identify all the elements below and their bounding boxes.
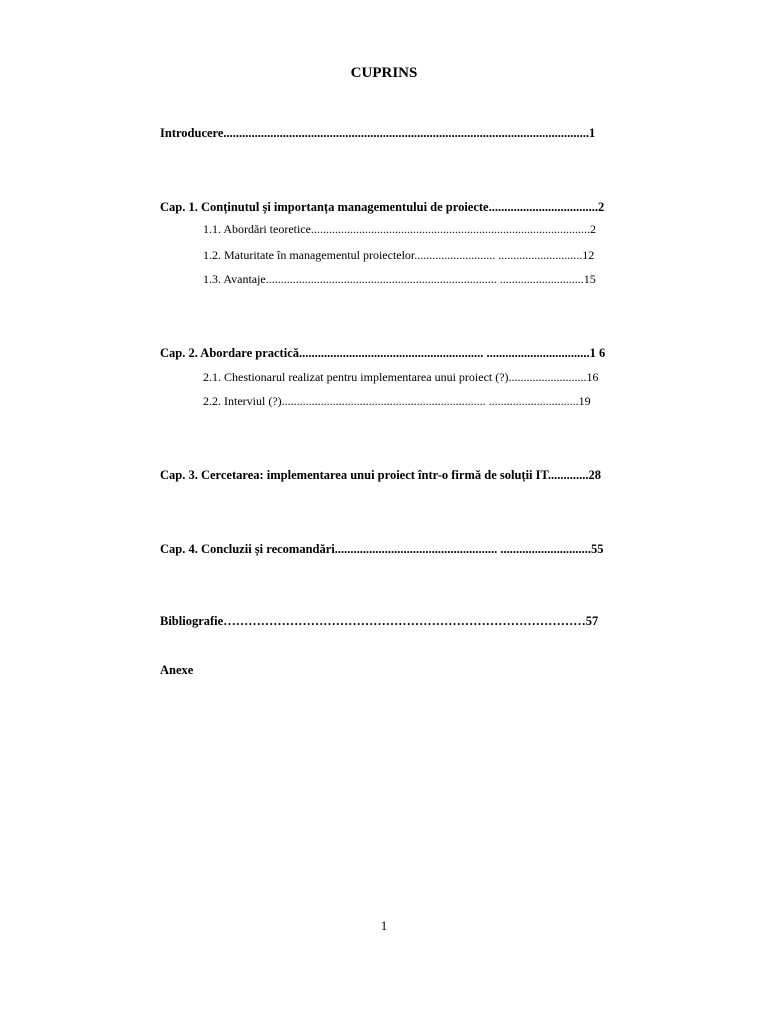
toc-entry-2-1: 2.1. Chestionarul realizat pentru implementarea unui proiect (?)..........................16 xyxy=(203,370,599,384)
toc-entry-introducere: Introducere.....................................................................................................................1 xyxy=(160,126,596,140)
toc-entry-cap4: Cap. 4. Concluzii și recomandări.................................................... .............................55 xyxy=(160,542,604,556)
toc-entry-1-3: 1.3. Avantaje............................................................................. ............................15 xyxy=(203,272,596,286)
toc-entry-1-1: 1.1. Abordări teoretice.............................................................................................2 xyxy=(203,222,596,236)
toc-entry-cap2: Cap. 2. Abordare practică........................................................... .................................1 6 xyxy=(160,346,606,360)
toc-entry-anexe: Anexe xyxy=(160,663,194,677)
page-number: 1 xyxy=(380,918,388,933)
toc-entry-2-2: 2.2. Interviul (?).................................................................... ..............................19 xyxy=(203,394,591,408)
toc-entry-1-2: 1.2. Maturitate în managementul proiectelor........................... ............................12 xyxy=(203,248,595,262)
toc-entry-cap3: Cap. 3. Cercetarea: implementarea unui proiect într-o firmă de soluții IT.............28 xyxy=(160,468,602,482)
toc-entry-bibliografie: Bibliografie……………………………………………………………………………57 xyxy=(160,614,599,628)
toc-entry-cap1: Cap. 1. Conținutul și importanța managementului de proiecte...................................2 xyxy=(160,200,605,214)
toc-title: CUPRINS xyxy=(350,65,418,81)
